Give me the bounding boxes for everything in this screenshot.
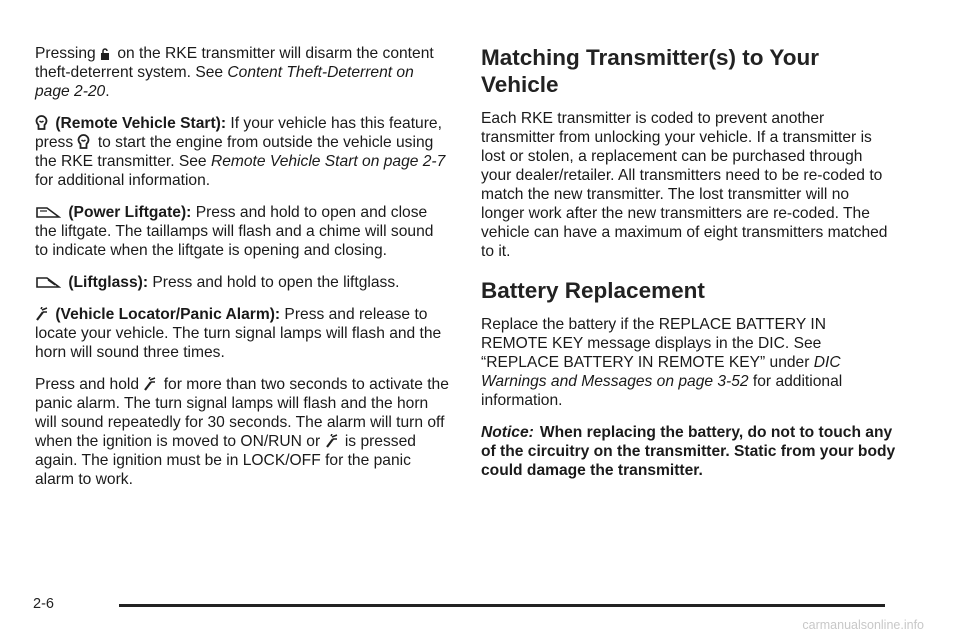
panic-alarm-icon [35, 307, 48, 321]
power-liftgate-label: (Power Liftgate): [68, 204, 192, 221]
section-heading-matching: Matching Transmitter(s) to Your Vehicle [481, 45, 819, 97]
remote-start-label: (Remote Vehicle Start): [55, 115, 227, 132]
panic-alarm-label: (Vehicle Locator/Panic Alarm): [55, 306, 281, 323]
battery-reference-link[interactable]: DIC Warnings and Messages on page 3-52 [481, 354, 841, 390]
notice-label: Notice: [481, 424, 534, 441]
battery-text2: for additional information. [481, 373, 843, 409]
unlock-text-end: . [105, 83, 110, 100]
paragraph-panic-alarm [35, 305, 450, 362]
notice [481, 423, 896, 480]
power-liftgate-icon [35, 205, 61, 219]
remote-start-text1: If your vehicle has this feature, press [35, 115, 442, 151]
liftglass-text: Press and hold to open the liftglass. [152, 274, 400, 291]
panic-hold-text2: for more than two seconds to activate the panic alarm. The turn signal lamps will flash and the horn will sound repeatedly for 30 seconds. The alarm will turn off when the ignition is moved to ON/RUN or [35, 376, 449, 450]
paragraph-unlock [35, 44, 450, 101]
panic-hold-text1: Press and hold [35, 376, 140, 393]
panic-alarm-text: Press and release to locate your vehicle. The turn signal lamps will flash and the horn will sound three times. [35, 306, 442, 361]
unlock-text-post: on the RKE transmitter will disarm the content theft-deterrent system. See [35, 45, 434, 81]
remote-start-icon [35, 115, 48, 130]
paragraph-remote-start [35, 114, 450, 190]
right-column [481, 44, 896, 493]
paragraph-liftglass [35, 273, 450, 292]
panic-hold-text3: is pressed again. The ignition must be in LOCK/OFF for the panic alarm to work. [35, 433, 416, 488]
section-heading-battery: Battery Replacement [481, 278, 705, 303]
remote-start-text2: to start the engine from outside the vehicle using the RKE transmitter. See [35, 134, 434, 170]
panic-alarm-icon [143, 377, 156, 391]
power-liftgate-text: Press and hold to open and close the liftgate. The taillamps will flash and a chime will sound to indicate when the liftgate is opening and closing. [35, 204, 434, 259]
paragraph-matching: Each RKE transmitter is coded to prevent another transmitter from unlocking your vehicle. If a transmitter is lost or stolen, a replacement can be purchased through your dealer/retailer. All transmitters need to be re-coded to match the new transmitter. The lost transmitter will no longer work after the new transmitters are re-coded. The vehicle can have a maximum of eight transmitters matched to it. [481, 110, 888, 260]
panic-alarm-icon [325, 434, 338, 448]
remote-start-reference-link[interactable]: Remote Vehicle Start on page 2-7 [210, 153, 446, 170]
battery-text1: Replace the battery if the REPLACE BATTERY IN REMOTE KEY message displays in the DIC. See “REPLACE BATTERY IN REMOTE KEY” under [481, 316, 826, 371]
unlock-reference-link[interactable]: Content Theft-Deterrent on page 2-20 [35, 64, 414, 100]
remote-start-icon [77, 134, 90, 149]
paragraph-power-liftgate [35, 203, 450, 260]
footer-divider [119, 604, 885, 607]
left-column [35, 44, 450, 502]
paragraph-panic-hold [35, 375, 450, 489]
remote-start-text3: for additional information. [35, 172, 211, 189]
watermark: carmanualsonline.info [802, 618, 924, 632]
paragraph-battery [481, 315, 896, 410]
unlock-icon [100, 48, 110, 60]
page-number: 2-6 [33, 596, 54, 612]
unlock-text-pre: Pressing [35, 45, 96, 62]
liftglass-icon [35, 275, 61, 289]
liftglass-label: (Liftglass): [68, 274, 149, 291]
notice-text: When replacing the battery, do not to touch any of the circuitry on the transmitter. Static from your body could damage the transmitter. [481, 424, 896, 479]
